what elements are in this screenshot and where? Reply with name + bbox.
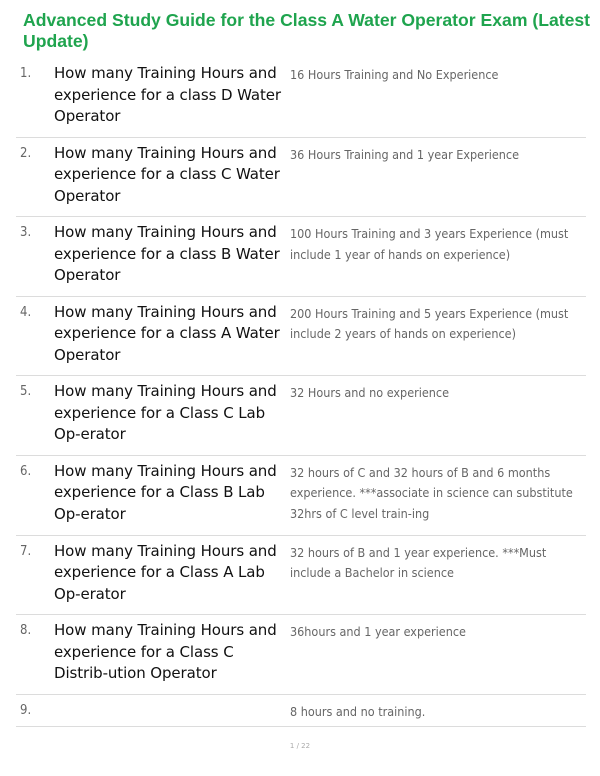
item-number: 8. <box>20 623 32 639</box>
item-number: 9. <box>20 702 32 718</box>
list-item <box>16 58 586 138</box>
list-item <box>16 217 586 297</box>
list-item <box>16 376 586 456</box>
item-number: 4. <box>20 304 32 320</box>
question-text: How many Training Hours and experience for a class C Water Operator <box>54 143 280 205</box>
page-indicator: 1 / 22 <box>289 742 311 750</box>
list-item <box>16 456 586 536</box>
answer-text: 32 hours of C and 32 hours of B and 6 months experience. ***associate in science can substitute 32hrs of C level train-ing <box>290 464 573 521</box>
item-number: 6. <box>20 463 32 479</box>
answer-text: 36hours and 1 year experience <box>290 624 466 640</box>
question-text: How many Training Hours and experience for a Class A Lab Op-erator <box>54 541 277 603</box>
list-item <box>16 615 586 695</box>
item-number: 2. <box>20 145 32 161</box>
document-title: Advanced Study Guide for the Class A Water Operator Exam (Latest Update) <box>23 10 591 51</box>
answer-text: 32 hours of B and 1 year experience. ***Must include a Bachelor in science <box>290 544 547 581</box>
answer-text: 200 Hours Training and 5 years Experience (must include 2 years of hands on experience) <box>290 305 569 342</box>
item-number: 3. <box>20 225 32 241</box>
answer-text: 16 Hours Training and No Experience <box>290 67 499 82</box>
answer-text: 100 Hours Training and 3 years Experience (must include 1 year of hands on experience) <box>290 226 569 262</box>
question-text: How many Training Hours and experience for a Class C Lab Op-erator <box>54 382 277 444</box>
question-text: How many Training Hours and experience for a class A Water Operator <box>54 302 280 364</box>
answer-text: 8 hours and no training. <box>290 703 426 719</box>
question-text: How many Training Hours and experience for a Class C Distrib-ution Operator <box>54 621 277 683</box>
question-text: How many Training Hours and experience for a class B Water Operator <box>54 223 280 285</box>
answer-text: 32 Hours and no experience <box>290 385 450 401</box>
list-item <box>16 536 586 616</box>
item-number: 5. <box>20 384 32 400</box>
qa-list <box>16 58 586 727</box>
question-text: How many Training Hours and experience for a class D Water Operator <box>54 64 281 125</box>
list-item <box>16 695 586 727</box>
answer-text: 36 Hours Training and 1 year Experience <box>290 146 519 162</box>
list-item <box>16 138 586 218</box>
item-number: 1. <box>20 66 32 81</box>
list-item <box>16 297 586 377</box>
question-text: How many Training Hours and experience for a Class B Lab Op-erator <box>54 461 277 523</box>
item-number: 7. <box>20 543 32 559</box>
